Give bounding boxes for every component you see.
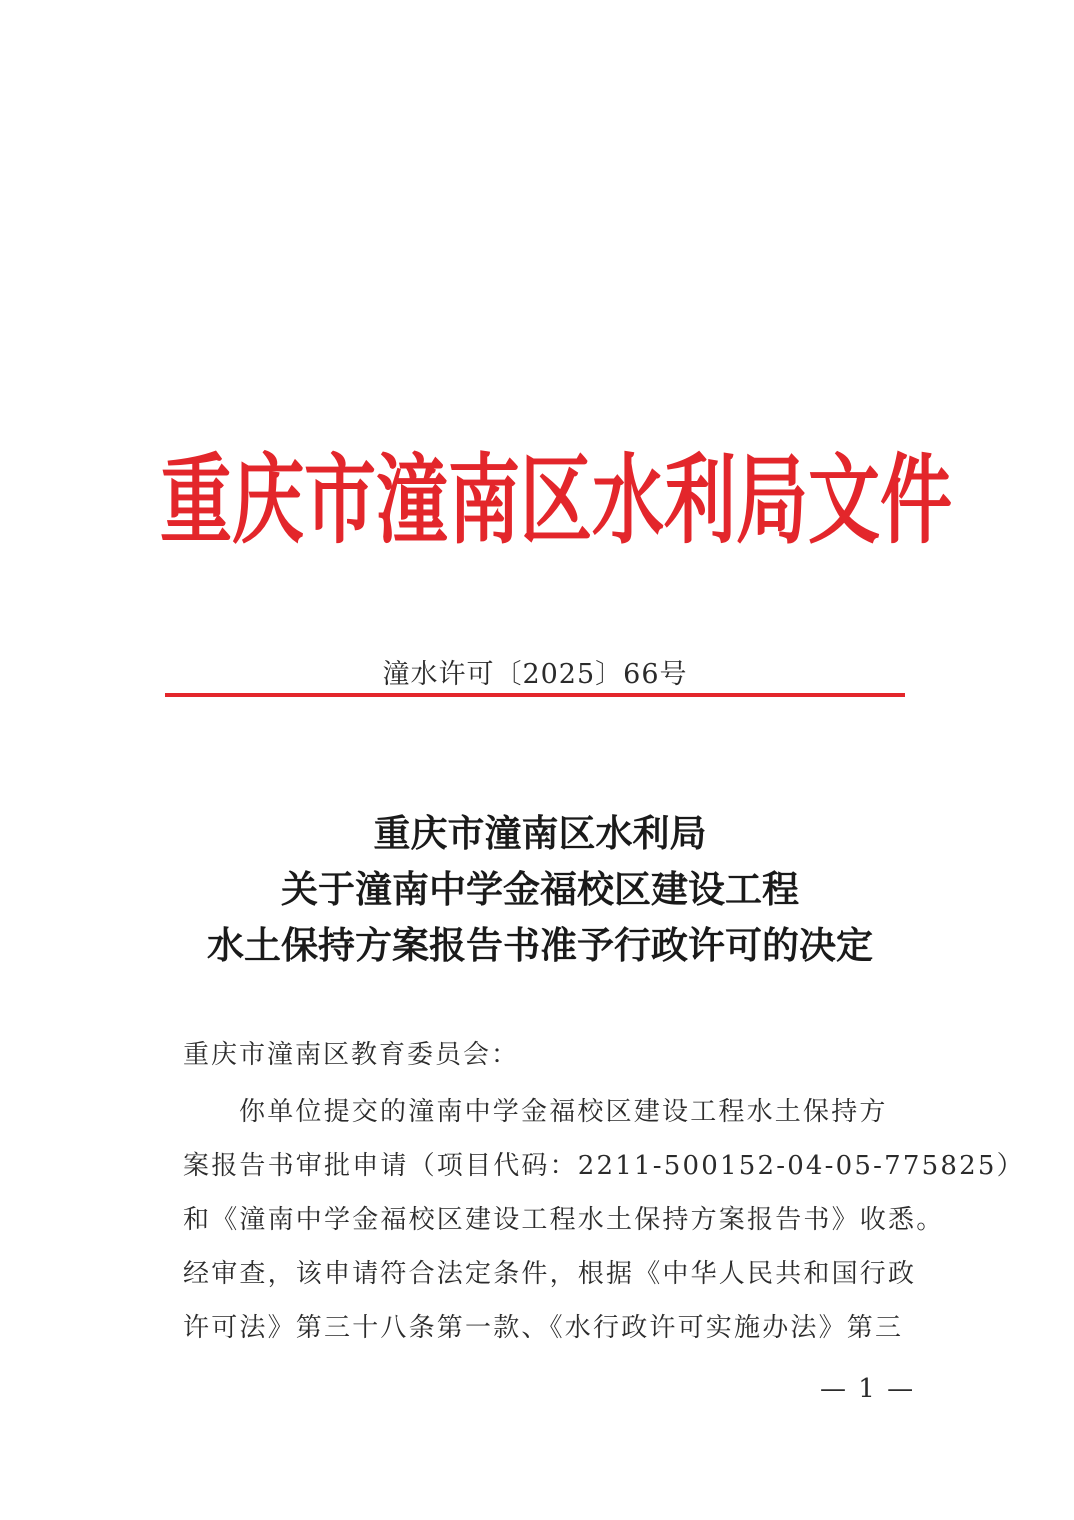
body-line: 案报告书审批申请（项目代码：2211-500152-04-05-775825） [183, 1151, 1025, 1181]
document-number: 潼水许可〔2025〕66号 [382, 659, 688, 690]
title-line: 水土保持方案报告书准予行政许可的决定 [207, 923, 873, 967]
document-title [140, 805, 940, 973]
body-line: 和《潼南中学金福校区建设工程水土保持方案报告书》收悉。 [183, 1205, 945, 1235]
salutation: 重庆市潼南区教育委员会： [183, 1040, 520, 1070]
body-line: 许可法》第三十八条第一款、《水行政许可实施办法》第三 [183, 1313, 904, 1343]
page-number: — 1 — [820, 1374, 916, 1404]
red-divider-line [165, 693, 905, 697]
body-text [183, 1085, 1025, 1355]
title-line: 重庆市潼南区水利局 [373, 811, 707, 855]
body-line: 经审查，该申请符合法定条件，根据《中华人民共和国行政 [183, 1259, 917, 1289]
title-line: 关于潼南中学金福校区建设工程 [281, 867, 799, 911]
masthead-title: 重庆市潼南区水利局文件 [160, 443, 953, 557]
body-line: 你单位提交的潼南中学金福校区建设工程水土保持方 [239, 1097, 888, 1127]
